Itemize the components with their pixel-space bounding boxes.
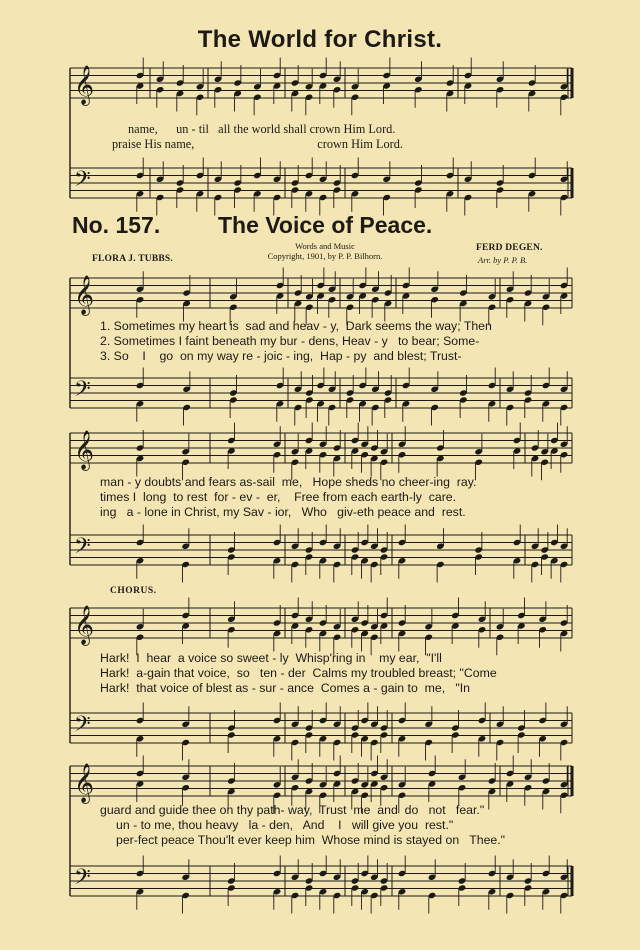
- arranger-credit: Arr. by P. P. B.: [478, 255, 528, 265]
- verse2-line-3: ing a - lone in Christ, my Sav - ior, Who giv-eth peace and rest.: [100, 505, 466, 519]
- song-title-voice-of-peace: The Voice of Peace.: [218, 212, 433, 238]
- copyright-line-1: Words and Music: [295, 241, 355, 251]
- song1-lyric-line-2: praise His name, crown Him Lord.: [112, 137, 403, 151]
- verse-line-2: 2. Sometimes I faint beneath my bur - dens, Heav - y to bear; Some-: [100, 334, 480, 348]
- final-line-2: un - to me, thou heavy la - den, And I will give you rest.": [116, 818, 454, 832]
- song1-lyric-line-1: name, un - til all the world shall crown Him Lord.: [128, 122, 396, 136]
- chorus-line-3: Hark! that voice of blest as - sur - ance Comes a - gain to me, "In: [100, 681, 471, 695]
- composer-credit: FERD DEGEN.: [476, 243, 543, 253]
- chorus-line-2: Hark! a-gain that voice, so ten - der Calms my troubled breast; "Come: [100, 666, 497, 680]
- svg-text:𝄞: 𝄞: [74, 65, 95, 105]
- verse-line-3: 3. So I go on my way re - joic - ing, Hap - py and blest; Trust-: [100, 349, 462, 363]
- svg-text:𝄞: 𝄞: [74, 605, 95, 645]
- svg-text:𝄢: 𝄢: [74, 167, 91, 197]
- verse-line-1: 1. Sometimes my heart is sad and heav - y, Dark seems the way; Then: [100, 319, 492, 333]
- verse2-line-1: man - y doubts and fears as-sail me, Hope sheds no cheer-ing ray.: [100, 475, 477, 489]
- copyright-line-2: Copyright, 1901, by P. P. Bilhorn.: [267, 251, 383, 261]
- chorus-label: CHORUS.: [110, 586, 157, 596]
- verse2-line-2: times I long to rest for - ev - er, Free from each earth-ly care.: [100, 490, 457, 504]
- svg-text:𝄞: 𝄞: [74, 763, 95, 803]
- svg-text:𝄢: 𝄢: [74, 377, 91, 407]
- hymn-number: No. 157.: [72, 212, 161, 238]
- chorus-line-1: Hark! I hear a voice so sweet - ly Whisp'ring in my ear, "I'll: [100, 651, 442, 665]
- svg-text:𝄞: 𝄞: [74, 430, 95, 470]
- svg-text:𝄞: 𝄞: [74, 275, 95, 315]
- final-line-3: per-fect peace Thou'lt ever keep him Whose mind is stayed on Thee.": [116, 833, 506, 847]
- song-title-world-for-christ: The World for Christ.: [197, 26, 443, 53]
- svg-text:𝄢: 𝄢: [74, 534, 91, 564]
- svg-text:𝄢: 𝄢: [74, 865, 91, 895]
- author-credit: FLORA J. TUBBS.: [92, 254, 173, 264]
- svg-text:𝄢: 𝄢: [74, 712, 91, 742]
- final-line-1: guard and guide thee on thy path- way, Trust me and do not fear.": [100, 803, 485, 817]
